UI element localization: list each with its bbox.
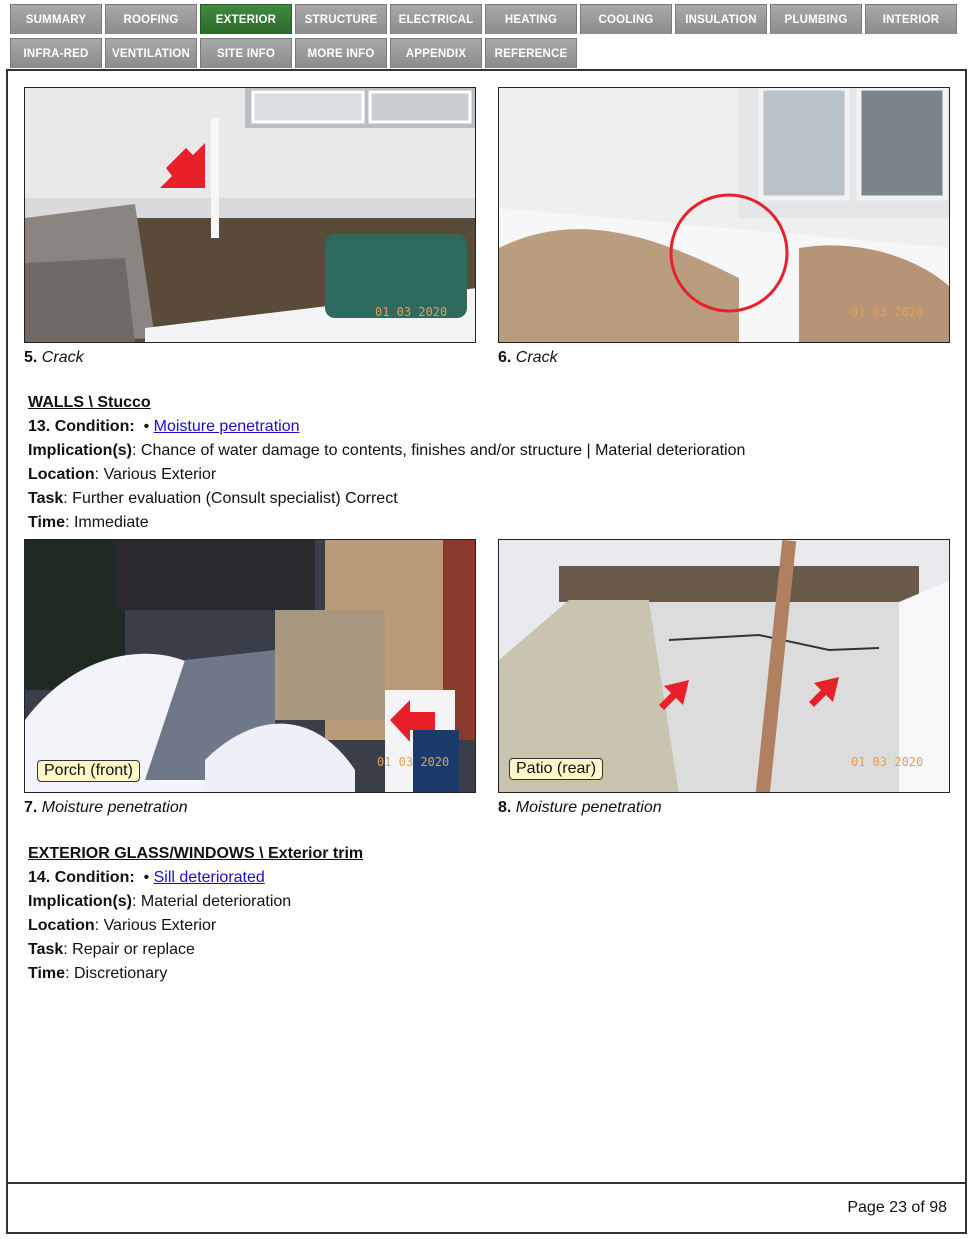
walls-time-label: Time [28, 514, 66, 531]
photo-5[interactable] [24, 87, 476, 343]
walls-location-value: : Various Exterior [94, 466, 217, 483]
tab-plumbing[interactable]: PLUMBING [770, 4, 862, 34]
walls-condition-label: Condition: [54, 418, 135, 435]
trim-location-line [28, 914, 363, 938]
photo-8-date-stamp: 01 03 2020 [851, 755, 924, 769]
walls-task-value: : Further evaluation (Consult specialist) Correct [63, 490, 398, 507]
trim-section [28, 842, 363, 986]
trim-task-value: : Repair or replace [63, 941, 195, 958]
trim-item-number: 14. [28, 869, 51, 886]
photo-7-caption-text: Moisture penetration [41, 799, 188, 816]
tab-infra-red[interactable]: INFRA-RED [10, 38, 102, 68]
photo-6-number: 6. [498, 349, 512, 366]
walls-item-number: 13. [28, 418, 51, 435]
trim-task-line [28, 938, 363, 962]
trim-condition-line [28, 866, 363, 890]
tab-summary[interactable]: SUMMARY [10, 4, 102, 34]
tab-cooling[interactable]: COOLING [580, 4, 672, 34]
footer-divider [8, 1182, 965, 1184]
bullet: • [139, 418, 150, 435]
walls-time-line [28, 511, 745, 535]
trim-implication-value: : Material deterioration [132, 893, 292, 910]
bullet: • [139, 869, 150, 886]
tab-roofing[interactable]: ROOFING [105, 4, 197, 34]
walls-condition-link[interactable]: Moisture penetration [153, 418, 300, 435]
tab-insulation[interactable]: INSULATION [675, 4, 767, 34]
photo-6-caption-text: Crack [515, 349, 558, 366]
photo-7-location-tag: Porch (front) [37, 760, 140, 782]
trim-implication-line [28, 890, 363, 914]
walls-time-value: : Immediate [65, 514, 149, 531]
photo-6[interactable] [498, 87, 950, 343]
trim-condition-link[interactable]: Sill deteriorated [153, 869, 265, 886]
trim-implication-label: Implication(s) [28, 893, 133, 910]
photo-8-location-tag: Patio (rear) [509, 758, 603, 780]
trim-condition-label: Condition: [54, 869, 135, 886]
photo-8-number: 8. [498, 799, 512, 816]
report-page [6, 69, 967, 1234]
tab-heating[interactable]: HEATING [485, 4, 577, 34]
photo-8-caption-text: Moisture penetration [515, 799, 662, 816]
tab-appendix[interactable]: APPENDIX [390, 38, 482, 68]
walls-condition-line [28, 415, 745, 439]
photo-7-date-stamp: 01 03 2020 [377, 755, 450, 769]
trim-time-value: : Discretionary [65, 965, 168, 982]
photo-5-caption-text: Crack [41, 349, 84, 366]
trim-time-line [28, 962, 363, 986]
walls-implication-line [28, 439, 745, 463]
tab-interior[interactable]: INTERIOR [865, 4, 957, 34]
photo-7-number: 7. [24, 799, 38, 816]
tab-ventilation[interactable]: VENTILATION [105, 38, 197, 68]
photo-8-caption [498, 799, 662, 817]
photo-6-caption [498, 349, 558, 367]
photo-5-date-stamp: 01 03 2020 [375, 305, 448, 319]
photo-5-caption [24, 349, 84, 367]
photo-5-number: 5. [24, 349, 38, 366]
tab-site-info[interactable]: SITE INFO [200, 38, 292, 68]
walls-section-title: WALLS \ Stucco [28, 394, 151, 411]
walls-section [28, 391, 745, 535]
walls-location-line [28, 463, 745, 487]
tab-row-1 [10, 4, 960, 34]
photo-6-date-stamp: 01 03 2020 [851, 305, 924, 319]
walls-location-label: Location [28, 466, 95, 483]
trim-section-title: EXTERIOR GLASS/WINDOWS \ Exterior trim [28, 845, 364, 862]
walls-implication-label: Implication(s) [28, 442, 133, 459]
trim-location-value: : Various Exterior [94, 917, 217, 934]
tab-reference[interactable]: REFERENCE [485, 38, 577, 68]
tab-electrical[interactable]: ELECTRICAL [390, 4, 482, 34]
tab-row-2 [10, 38, 580, 68]
walls-task-label: Task [28, 490, 64, 507]
page-number: Page 23 of 98 [847, 1199, 947, 1216]
photo-8[interactable] [498, 539, 950, 793]
tab-exterior[interactable]: EXTERIOR [200, 4, 292, 34]
photo-7-caption [24, 799, 188, 817]
walls-implication-value: : Chance of water damage to contents, finishes and/or structure | Material deterioration [132, 442, 746, 459]
trim-location-label: Location [28, 917, 95, 934]
tab-more-info[interactable]: MORE INFO [295, 38, 387, 68]
trim-task-label: Task [28, 941, 64, 958]
tab-structure[interactable]: STRUCTURE [295, 4, 387, 34]
walls-task-line [28, 487, 745, 511]
trim-time-label: Time [28, 965, 66, 982]
photo-7[interactable] [24, 539, 476, 793]
